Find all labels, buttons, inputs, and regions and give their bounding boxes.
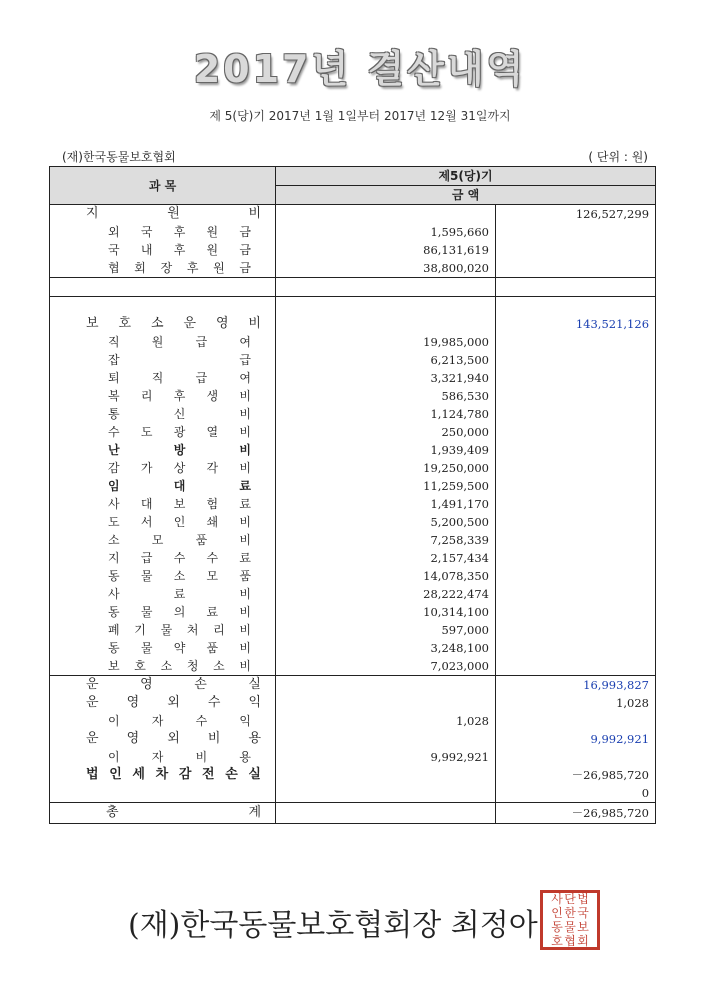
total-amount-cell: [496, 241, 656, 259]
sub-amount-cell: [276, 784, 496, 803]
total-amount-cell: [496, 333, 656, 351]
sub-amount-cell: 1,595,660: [276, 223, 496, 241]
table-row: [50, 712, 656, 730]
table-row: [50, 730, 656, 748]
account-label-cell: [50, 730, 276, 748]
total-amount-cell: [496, 223, 656, 241]
sub-amount-cell: 19,250,000: [276, 459, 496, 477]
account-label-cell: [50, 459, 276, 477]
table-row: [50, 369, 656, 387]
account-label: 운 영 외 수 익: [86, 695, 261, 710]
sub-amount-cell: 2,157,434: [276, 549, 496, 567]
account-label: 운 영 외 비 용: [86, 731, 261, 746]
total-amount-cell: [496, 621, 656, 639]
account-label-cell: [50, 351, 276, 369]
table-row: [50, 657, 656, 676]
sub-amount-cell: 7,023,000: [276, 657, 496, 676]
total-amount-cell: 9,992,921: [496, 730, 656, 748]
table-body: [50, 167, 656, 824]
signature-line: (재)한국동물보호협회장 최정아: [128, 908, 538, 943]
table-row: [50, 351, 656, 369]
account-label-cell: [50, 387, 276, 405]
total-amount-cell: [496, 567, 656, 585]
sub-amount-cell: 19,985,000: [276, 333, 496, 351]
header-amount: 금 액: [276, 186, 656, 205]
account-label-cell: [50, 223, 276, 241]
total-amount-cell: 126,527,299: [496, 205, 656, 224]
total-amount-cell: －26,985,720: [496, 803, 656, 824]
sub-amount-cell: 6,213,500: [276, 351, 496, 369]
seal-character: 단: [564, 892, 576, 906]
sub-amount-cell: 597,000: [276, 621, 496, 639]
sub-amount-cell: 1,939,409: [276, 441, 496, 459]
sub-amount-cell: [276, 766, 496, 784]
sub-amount-cell: 7,258,339: [276, 531, 496, 549]
account-label-cell: [50, 241, 276, 259]
account-label: 수 도 광 열 비: [108, 425, 251, 439]
page-title: 2017년 결산내역: [193, 47, 527, 91]
sub-amount-cell: 3,248,100: [276, 639, 496, 657]
account-label-cell: [50, 259, 276, 278]
account-label: 임 대 료: [108, 479, 251, 493]
total-amount-cell: [496, 441, 656, 459]
table-row: [50, 333, 656, 351]
account-label: 퇴 직 급 여: [108, 371, 251, 385]
account-label: 복 리 후 생 비: [108, 389, 251, 403]
total-amount-cell: [496, 657, 656, 676]
total-amount-cell: [496, 423, 656, 441]
sub-amount-cell: 1,028: [276, 712, 496, 730]
account-label-cell: [50, 441, 276, 459]
table-row: [50, 441, 656, 459]
sub-amount-cell: 38,800,020: [276, 259, 496, 278]
account-label-cell: [50, 676, 276, 695]
sub-amount-cell: [276, 803, 496, 824]
sub-amount-cell: [276, 205, 496, 224]
seal-character: 회: [577, 934, 589, 948]
table-header-row: [50, 167, 656, 186]
sub-amount-cell: 5,200,500: [276, 513, 496, 531]
sub-amount-cell: [276, 278, 496, 297]
account-label: 협 회 장 후 원 금: [108, 261, 251, 275]
total-amount-cell: [496, 405, 656, 423]
table-row: [50, 676, 656, 695]
account-label-cell: [50, 585, 276, 603]
seal-character: 한: [564, 906, 576, 920]
account-label-cell: [50, 567, 276, 585]
account-label: 난 방 비: [108, 443, 251, 457]
fiscal-period: 제 5(당)기 2017년 1월 1일부터 2017년 12월 31일까지: [209, 109, 511, 123]
sub-amount-cell: 1,491,170: [276, 495, 496, 513]
account-label: 동 물 의 료 비: [108, 605, 251, 619]
total-amount-cell: [496, 748, 656, 766]
table-row: [50, 459, 656, 477]
total-amount-cell: [496, 585, 656, 603]
grand-total-row: [50, 803, 656, 824]
total-amount-cell: [496, 603, 656, 621]
total-amount-cell: [496, 387, 656, 405]
account-label: 이 자 수 익: [108, 714, 251, 728]
seal-character: 물: [564, 920, 576, 934]
table-row: [50, 585, 656, 603]
account-label: 지 급 수 수 료: [108, 551, 251, 565]
total-amount-cell: [496, 712, 656, 730]
total-amount-cell: [496, 369, 656, 387]
total-amount-cell: 0: [496, 784, 656, 803]
total-amount-cell: [496, 639, 656, 657]
account-label-cell: [50, 495, 276, 513]
account-label-cell: [50, 531, 276, 549]
seal-character: 동: [551, 920, 563, 934]
total-amount-cell: [496, 513, 656, 531]
table-row: [50, 748, 656, 766]
total-amount-cell: [496, 477, 656, 495]
table-row: [50, 477, 656, 495]
account-label: 통 신 비: [108, 407, 251, 421]
account-label-cell: [50, 278, 276, 297]
account-label: 소 모 품 비: [108, 533, 251, 547]
blank-row: [50, 784, 656, 803]
sub-amount-cell: 9,992,921: [276, 748, 496, 766]
account-label: 도 서 인 쇄 비: [108, 515, 251, 529]
total-amount-cell: [496, 278, 656, 297]
currency-unit: ( 단위 : 원): [588, 150, 648, 164]
sub-amount-cell: 86,131,619: [276, 241, 496, 259]
table-row: [50, 766, 656, 784]
table-row: [50, 513, 656, 531]
seal-character: 인: [551, 906, 563, 920]
account-label-cell: [50, 405, 276, 423]
account-label: 외 국 후 원 금: [108, 225, 251, 239]
table-row: [50, 387, 656, 405]
official-seal: [540, 890, 600, 950]
account-label: 잡 급: [108, 353, 251, 367]
account-label-cell: [50, 712, 276, 730]
table-row: [50, 223, 656, 241]
account-label: 총 계: [106, 805, 261, 820]
table-row: [50, 205, 656, 224]
sub-amount-cell: [276, 297, 496, 334]
account-label-cell: [50, 513, 276, 531]
sub-amount-cell: 11,259,500: [276, 477, 496, 495]
seal-character: 법: [577, 892, 589, 906]
seal-character: 보: [577, 920, 589, 934]
account-label: 직 원 급 여: [108, 335, 251, 349]
total-amount-cell: [496, 459, 656, 477]
table-row: [50, 423, 656, 441]
sub-amount-cell: [276, 730, 496, 748]
sub-amount-cell: 1,124,780: [276, 405, 496, 423]
sub-amount-cell: 28,222,474: [276, 585, 496, 603]
total-amount-cell: 16,993,827: [496, 676, 656, 695]
account-label-cell: [50, 297, 276, 334]
organization-name: (재)한국동물보호협회: [62, 150, 176, 164]
total-amount-cell: －26,985,720: [496, 766, 656, 784]
account-label-cell: [50, 477, 276, 495]
account-label-cell: [50, 621, 276, 639]
header-period: 제5(당)기: [276, 167, 656, 186]
account-label-cell: [50, 549, 276, 567]
account-label-cell: [50, 369, 276, 387]
sub-amount-cell: 250,000: [276, 423, 496, 441]
account-label: 보 호 소 운 영 비: [86, 316, 261, 331]
table-row: [50, 297, 656, 334]
seal-character: 국: [577, 906, 589, 920]
account-label: 운 영 손 실: [86, 677, 261, 692]
sub-amount-cell: 586,530: [276, 387, 496, 405]
account-label: 동 물 약 품 비: [108, 641, 251, 655]
total-amount-cell: 1,028: [496, 694, 656, 712]
total-amount-cell: [496, 531, 656, 549]
table-row: [50, 405, 656, 423]
account-label-cell: [50, 423, 276, 441]
sub-amount-cell: 10,314,100: [276, 603, 496, 621]
account-label: 사 대 보 험 료: [108, 497, 251, 511]
account-label: 동 물 소 모 품: [108, 569, 251, 583]
table-row: [50, 495, 656, 513]
sub-amount-cell: 3,321,940: [276, 369, 496, 387]
total-amount-cell: [496, 259, 656, 278]
table-row: [50, 603, 656, 621]
account-label: 국 내 후 원 금: [108, 243, 251, 257]
table-row: [50, 621, 656, 639]
total-amount-cell: [496, 351, 656, 369]
blank-row: [50, 278, 656, 297]
account-label-cell: [50, 748, 276, 766]
account-label: 법 인 세 차 감 전 손 실: [86, 767, 261, 782]
account-label-cell: [50, 766, 276, 784]
financial-statement-table: [49, 166, 656, 824]
account-label-cell: [50, 784, 276, 803]
table-row: [50, 694, 656, 712]
table-row: [50, 241, 656, 259]
sub-amount-cell: [276, 694, 496, 712]
table-row: [50, 549, 656, 567]
table-row: [50, 639, 656, 657]
seal-character: 호: [551, 934, 563, 948]
sub-amount-cell: 14,078,350: [276, 567, 496, 585]
account-label-cell: [50, 657, 276, 676]
account-label: 이 자 비 용: [108, 750, 251, 764]
account-label-cell: [50, 639, 276, 657]
account-label: 사 료 비: [108, 587, 251, 601]
total-amount-cell: [496, 549, 656, 567]
account-label: 감 가 상 각 비: [108, 461, 251, 475]
account-label-cell: [50, 803, 276, 824]
account-label-cell: [50, 603, 276, 621]
header-account: 과 목: [50, 167, 276, 205]
seal-character: 사: [551, 892, 563, 906]
seal-character: 협: [564, 934, 576, 948]
account-label-cell: [50, 205, 276, 224]
sub-amount-cell: [276, 676, 496, 695]
account-label-cell: [50, 333, 276, 351]
table-row: [50, 259, 656, 278]
account-label: 지 원 비: [86, 206, 261, 221]
total-amount-cell: 143,521,126: [496, 297, 656, 334]
account-label: 보 호 소 청 소 비: [108, 659, 251, 673]
total-amount-cell: [496, 495, 656, 513]
table-row: [50, 567, 656, 585]
account-label-cell: [50, 694, 276, 712]
table-row: [50, 531, 656, 549]
account-label: 폐 기 물 처 리 비: [108, 623, 251, 637]
